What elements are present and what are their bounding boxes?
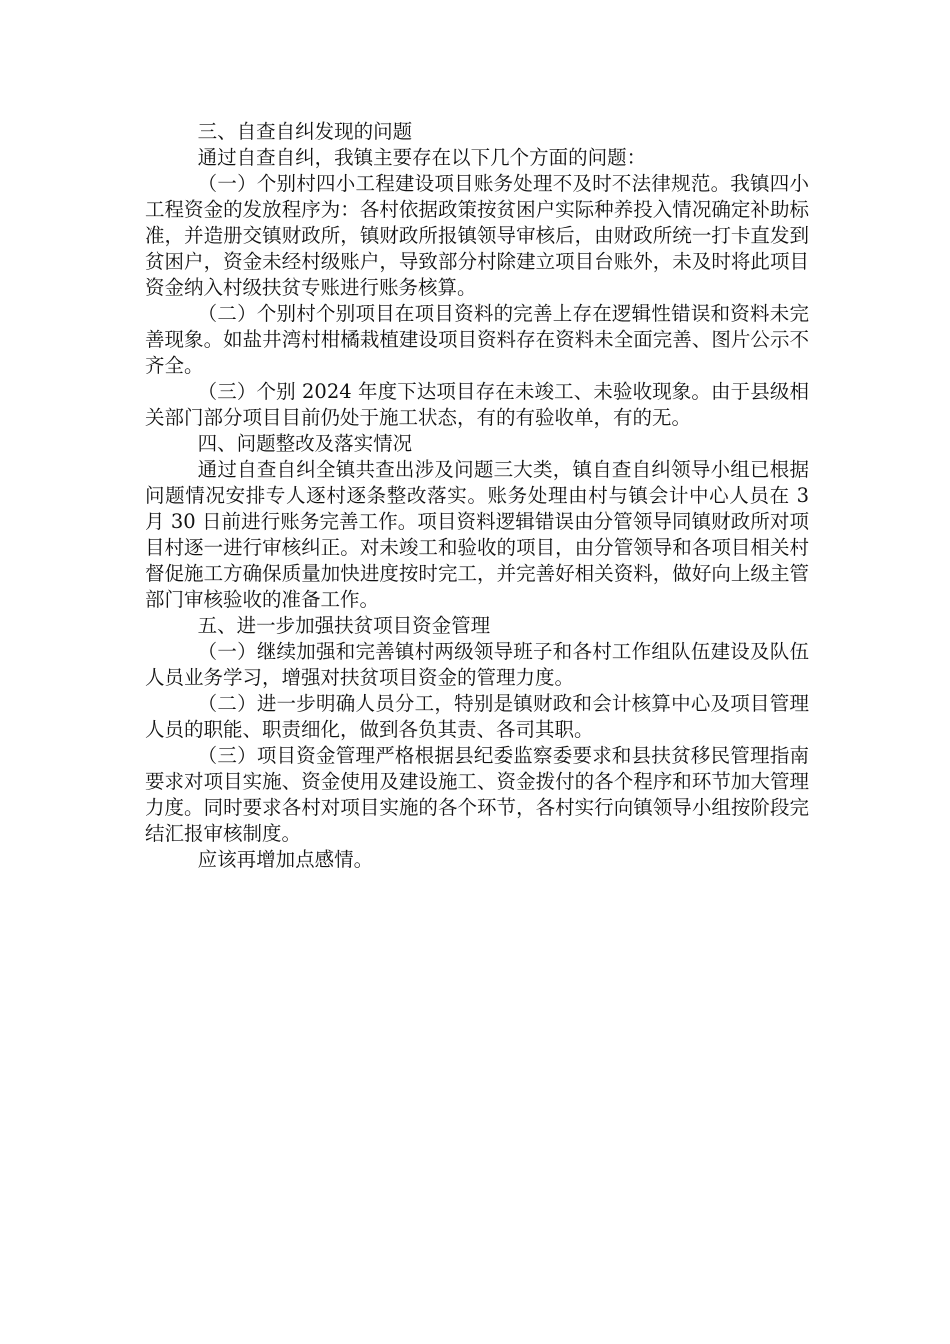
paragraph-rectification: 通过自查自纠全镇共查出涉及问题三大类，镇自查自纠领导小组已根据问题情况安排专人逐村逐条整改落实。账务处理由村与镇会计中心人员在 3 月 30 日前进行账务完善工作。项目资料逻辑错误由分管领导同镇财政所对项目村逐一进行审核纠正。对未竣工和验收的项目，由分管领导和各项目相关村督促施工方确保质量加快进度按时完工，并完善好相关资料，做好向上级主管部门审核验收的准备工作。 [145, 458, 809, 611]
section-heading-4: 四、问题整改及落实情况 [197, 432, 413, 455]
document-body [145, 119, 809, 873]
paragraph-closing-note: 应该再增加点感情。 [197, 848, 374, 871]
paragraph-management-3: （三）项目资金管理严格根据县纪委监察委要求和县扶贫移民管理指南要求对项目实施、资金使用及建设施工、资金拨付的各个程序和环节加大管理力度。同时要求各村对项目实施的各个环节，各村实行向镇领导小组按阶段完结汇报审核制度。 [145, 744, 809, 845]
paragraph-issue-3: （三）个别 2024 年度下达项目存在未竣工、未验收现象。由于县级相关部门部分项目目前仍处于施工状态，有的有验收单，有的无。 [145, 380, 809, 429]
section-heading-5: 五、进一步加强扶贫项目资金管理 [197, 614, 491, 637]
paragraph-intro-issues: 通过自查自纠，我镇主要存在以下几个方面的问题： [197, 146, 647, 169]
paragraph-management-2: （二）进一步明确人员分工，特别是镇财政和会计核算中心及项目管理人员的职能、职责细化，做到各负其责、各司其职。 [145, 692, 809, 741]
paragraph-management-1: （一）继续加强和完善镇村两级领导班子和各村工作组队伍建设及队伍人员业务学习，增强对扶贫项目资金的管理力度。 [145, 640, 809, 689]
paragraph-issue-2: （二）个别村个别项目在项目资料的完善上存在逻辑性错误和资料未完善现象。如盐井湾村柑橘栽植建设项目资料存在资料未全面完善、图片公示不齐全。 [145, 302, 809, 377]
section-heading-3: 三、自查自纠发现的问题 [197, 120, 413, 143]
paragraph-issue-1: （一）个别村四小工程建设项目账务处理不及时不法律规范。我镇四小工程资金的发放程序为：各村依据政策按贫困户实际种养投入情况确定补助标准，并造册交镇财政所，镇财政所报镇领导审核后，由财政所统一打卡直发到贫困户，资金未经村级账户，导致部分村除建立项目台账外，未及时将此项目资金纳入村级扶贫专账进行账务核算。 [145, 172, 809, 299]
